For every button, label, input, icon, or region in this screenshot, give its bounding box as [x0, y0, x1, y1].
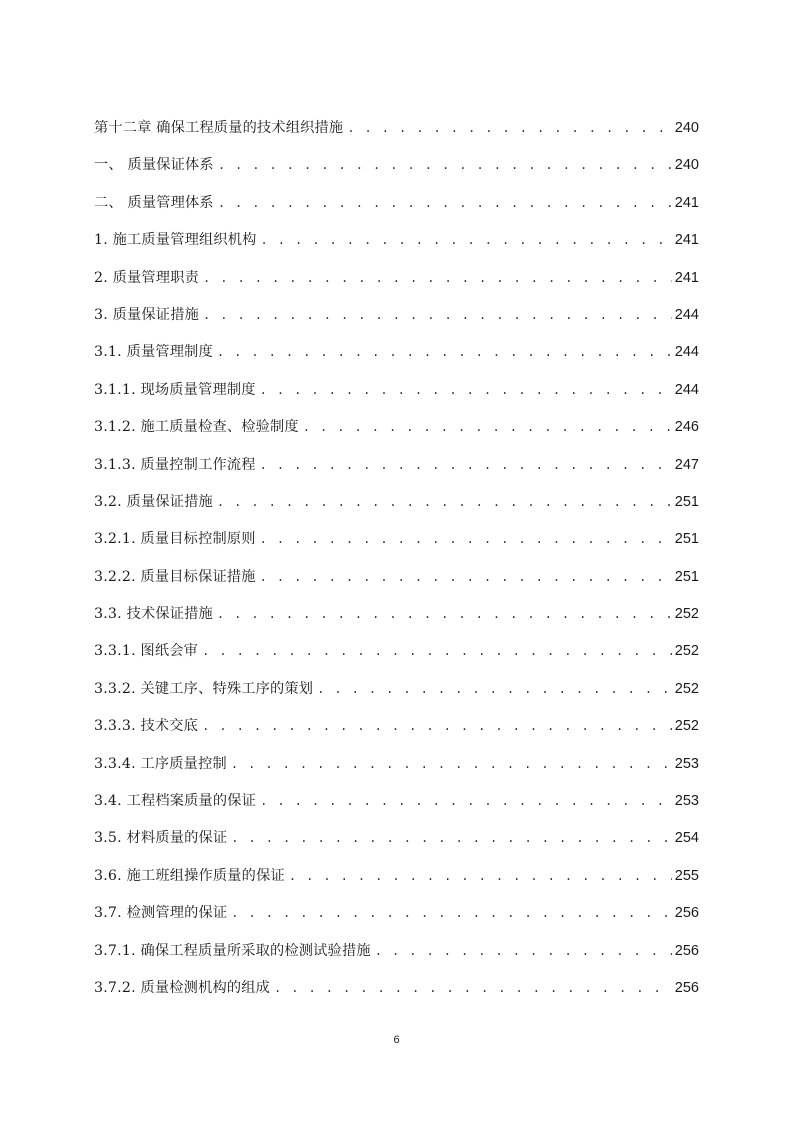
toc-dot-leader [231, 752, 672, 776]
toc-entry-label: 2. 质量管理职责 [94, 269, 199, 286]
toc-dot-leader [231, 901, 672, 925]
toc-entry-label: 3. 质量保证措施 [94, 306, 199, 323]
toc-entry-page-number: 256 [674, 942, 699, 959]
toc-entry-label: 3.3.2. 关键工序、特殊工序的策划 [94, 680, 314, 697]
toc-entry[interactable] [94, 789, 699, 826]
toc-entry-label: 3.5. 材料质量的保证 [94, 830, 228, 847]
toc-entry-label: 二、 质量管理体系 [94, 194, 214, 211]
toc-entry[interactable] [94, 901, 699, 938]
toc-entry-page-number: 255 [674, 867, 699, 884]
toc-entry-page-number: 254 [674, 830, 699, 847]
toc-entry-page-number: 240 [674, 120, 699, 136]
toc-entry-page-number: 253 [674, 793, 699, 810]
toc-entry-page-number: 244 [674, 381, 699, 398]
toc-entry-page-number: 256 [674, 979, 699, 996]
toc-entry-page-number: 241 [674, 269, 699, 286]
toc-entry[interactable] [94, 864, 699, 901]
toc-dot-leader [202, 714, 672, 738]
toc-dot-leader [218, 153, 672, 177]
toc-entry[interactable] [94, 378, 699, 415]
toc-entry-label: 3.2.1. 质量目标控制原则 [94, 531, 256, 548]
toc-dot-leader [260, 789, 672, 813]
toc-entry[interactable] [94, 228, 699, 265]
toc-entry[interactable] [94, 303, 699, 340]
toc-dot-leader [218, 191, 672, 215]
toc-entry-page-number: 252 [674, 680, 699, 697]
toc-entry-page-number: 251 [674, 531, 699, 548]
toc-entry[interactable] [94, 453, 699, 490]
toc-dot-leader [217, 490, 672, 514]
toc-entry[interactable] [94, 826, 699, 863]
toc-entry-label: 3.3.1. 图纸会审 [94, 643, 199, 660]
toc-dot-leader [260, 527, 672, 551]
toc-entry-label: 3.1.3. 质量控制工作流程 [94, 456, 256, 473]
toc-dot-leader [260, 453, 672, 477]
toc-dot-leader [217, 602, 672, 626]
toc-entry-label: 1. 施工质量管理组织机构 [94, 232, 257, 249]
toc-dot-leader [202, 639, 672, 663]
toc-entry[interactable] [94, 191, 699, 228]
toc-entry-label: 3.7.2. 质量检测机构的组成 [94, 979, 271, 996]
toc-dot-leader [375, 939, 672, 963]
toc-dot-leader [289, 864, 672, 888]
toc-entry-label: 3.3. 技术保证措施 [94, 606, 213, 623]
toc-entry[interactable] [94, 639, 699, 676]
toc-entry[interactable] [94, 565, 699, 602]
toc-entry[interactable] [94, 340, 699, 377]
toc-dot-leader [260, 378, 672, 402]
toc-entry[interactable] [94, 266, 699, 303]
toc-entry-page-number: 247 [674, 456, 699, 473]
toc-dot-leader [274, 976, 672, 1000]
toc-entry[interactable] [94, 677, 699, 714]
toc-entry-label: 3.3.3. 技术交底 [94, 718, 199, 735]
toc-entry-label: 3.7.1. 确保工程质量所采取的检测试验措施 [94, 942, 371, 959]
toc-entry[interactable] [94, 527, 699, 564]
toc-entry-page-number: 241 [674, 194, 699, 211]
toc-entry-label: 3.2.2. 质量目标保证措施 [94, 568, 256, 585]
toc-entry[interactable] [94, 490, 699, 527]
page-number: 6 [393, 1034, 400, 1046]
toc-dot-leader [261, 228, 672, 252]
toc-dot-leader [203, 266, 672, 290]
toc-dot-leader [260, 565, 672, 589]
toc-dot-leader [217, 340, 672, 364]
toc-entry-page-number: 252 [674, 718, 699, 735]
toc-entry-page-number: 244 [674, 306, 699, 323]
toc-entry-label: 3.6. 施工班组操作质量的保证 [94, 867, 285, 884]
toc-entry-page-number: 244 [674, 344, 699, 361]
toc-dot-leader [231, 826, 672, 850]
toc-entry[interactable] [94, 116, 699, 153]
toc-dot-leader [347, 116, 671, 140]
toc-entry[interactable] [94, 939, 699, 976]
toc-entry-label: 3.4. 工程档案质量的保证 [94, 793, 257, 810]
toc-entry[interactable] [94, 976, 699, 1013]
toc-entry-label: 3.7. 检测管理的保证 [94, 905, 228, 922]
toc-entry-page-number: 251 [674, 493, 699, 510]
toc-entry[interactable] [94, 153, 699, 190]
toc-entry-label: 3.1. 质量管理制度 [94, 344, 213, 361]
toc-dot-leader [317, 677, 672, 701]
table-of-contents [94, 116, 699, 1013]
toc-entry-page-number: 246 [674, 419, 699, 436]
toc-entry-page-number: 253 [674, 755, 699, 772]
toc-entry-page-number: 252 [674, 643, 699, 660]
toc-entry-label: 3.1.1. 现场质量管理制度 [94, 381, 256, 398]
toc-entry-page-number: 256 [674, 905, 699, 922]
toc-entry[interactable] [94, 602, 699, 639]
toc-entry[interactable] [94, 714, 699, 751]
toc-entry[interactable] [94, 415, 699, 452]
toc-entry-label: 3.3.4. 工序质量控制 [94, 755, 227, 772]
toc-dot-leader [303, 415, 672, 439]
toc-entry-page-number: 252 [674, 606, 699, 623]
toc-entry-label: 一、 质量保证体系 [94, 157, 214, 174]
toc-entry-label: 3.2. 质量保证措施 [94, 493, 213, 510]
toc-dot-leader [203, 303, 672, 327]
toc-entry-page-number: 240 [674, 157, 699, 174]
toc-entry[interactable] [94, 752, 699, 789]
toc-entry-label: 第十二章 确保工程质量的技术组织措施 [94, 120, 344, 136]
toc-entry-label: 3.1.2. 施工质量检查、检验制度 [94, 419, 299, 436]
toc-entry-page-number: 241 [674, 232, 699, 249]
toc-entry-page-number: 251 [674, 568, 699, 585]
